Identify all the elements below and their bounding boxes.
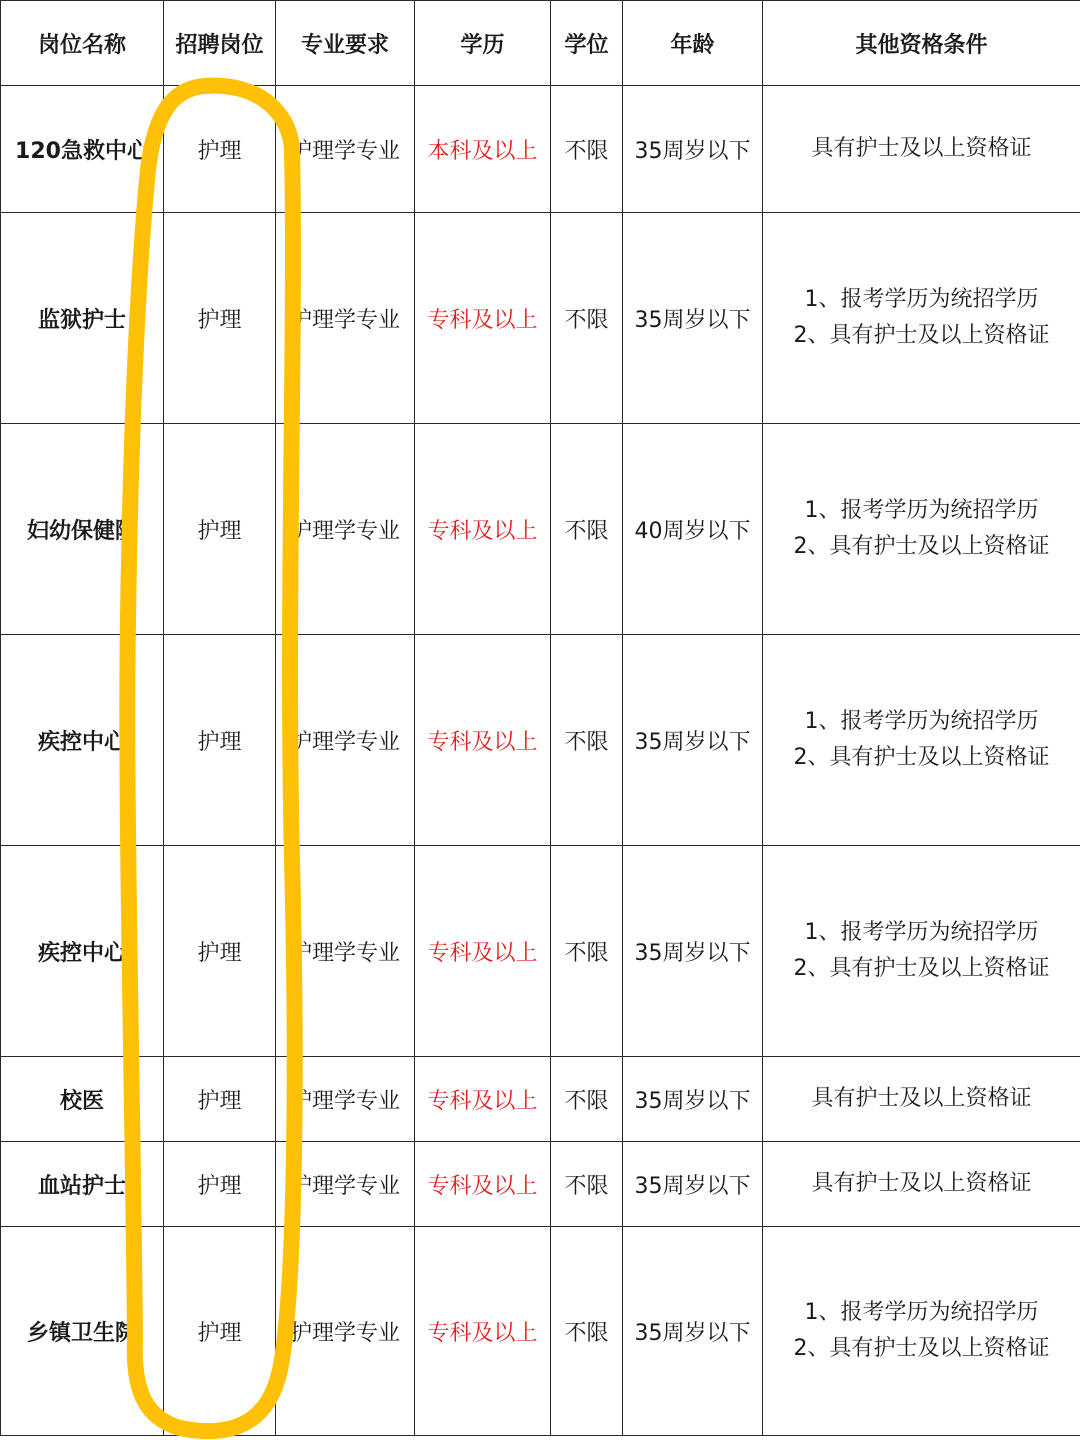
cell-degree: 不限	[551, 1227, 623, 1436]
other-line: 1、报考学历为统招学历	[804, 287, 1039, 312]
cell-degree: 不限	[551, 86, 623, 213]
header-other: 其他资格条件	[763, 1, 1080, 86]
other-line: 1、报考学历为统招学历	[804, 498, 1039, 523]
cell-degree: 不限	[551, 213, 623, 424]
cell-age: 35周岁以下	[623, 1142, 763, 1227]
cell-education: 专科及以上	[415, 1057, 551, 1142]
cell-education: 专科及以上	[415, 635, 551, 846]
table-row	[1, 1057, 1080, 1142]
cell-position-name: 校医	[1, 1057, 164, 1142]
table-row	[1, 424, 1080, 635]
cell-major: 护理学专业	[276, 1142, 415, 1227]
cell-education: 专科及以上	[415, 1227, 551, 1436]
cell-position-name: 血站护士	[1, 1142, 164, 1227]
other-line: 2、具有护士及以上资格证	[793, 745, 1050, 770]
other-line: 1、报考学历为统招学历	[804, 1300, 1039, 1325]
header-education: 学历	[415, 1, 551, 86]
table-row	[1, 86, 1080, 213]
cell-position-name: 监狱护士	[1, 213, 164, 424]
table-row	[1, 1227, 1080, 1436]
cell-recruit-post: 护理	[164, 1142, 276, 1227]
other-line: 具有护士及以上资格证	[811, 1086, 1032, 1111]
cell-education: 专科及以上	[415, 424, 551, 635]
cell-age: 35周岁以下	[623, 1227, 763, 1436]
header-major: 专业要求	[276, 1, 415, 86]
cell-education: 本科及以上	[415, 86, 551, 213]
cell-major: 护理学专业	[276, 846, 415, 1057]
cell-recruit-post: 护理	[164, 424, 276, 635]
cell-major: 护理学专业	[276, 1227, 415, 1436]
cell-other	[763, 1142, 1080, 1227]
cell-degree: 不限	[551, 1142, 623, 1227]
cell-recruit-post: 护理	[164, 86, 276, 213]
cell-major: 护理学专业	[276, 213, 415, 424]
cell-education: 专科及以上	[415, 846, 551, 1057]
table-row	[1, 846, 1080, 1057]
table-row	[1, 213, 1080, 424]
header-row	[1, 1, 1080, 86]
cell-position-name: 疾控中心	[1, 635, 164, 846]
cell-other	[763, 635, 1080, 846]
cell-age: 35周岁以下	[623, 213, 763, 424]
cell-other	[763, 846, 1080, 1057]
cell-recruit-post: 护理	[164, 846, 276, 1057]
cell-age: 35周岁以下	[623, 635, 763, 846]
header-position-name: 岗位名称	[1, 1, 164, 86]
other-line: 2、具有护士及以上资格证	[793, 323, 1050, 348]
cell-other	[763, 86, 1080, 213]
other-line: 1、报考学历为统招学历	[804, 920, 1039, 945]
cell-age: 35周岁以下	[623, 86, 763, 213]
cell-position-name: 疾控中心	[1, 846, 164, 1057]
other-line: 1、报考学历为统招学历	[804, 709, 1039, 734]
other-line: 2、具有护士及以上资格证	[793, 1336, 1050, 1361]
cell-age: 35周岁以下	[623, 846, 763, 1057]
cell-other	[763, 424, 1080, 635]
cell-other	[763, 213, 1080, 424]
cell-position-name: 妇幼保健院	[1, 424, 164, 635]
cell-recruit-post: 护理	[164, 1057, 276, 1142]
header-age: 年龄	[623, 1, 763, 86]
other-line: 具有护士及以上资格证	[811, 1171, 1032, 1196]
cell-position-name: 乡镇卫生院	[1, 1227, 164, 1436]
table-row	[1, 1142, 1080, 1227]
other-line: 具有护士及以上资格证	[811, 136, 1032, 161]
header-recruit-post: 招聘岗位	[164, 1, 276, 86]
cell-education: 专科及以上	[415, 213, 551, 424]
cell-other	[763, 1227, 1080, 1436]
cell-age: 35周岁以下	[623, 1057, 763, 1142]
cell-degree: 不限	[551, 1057, 623, 1142]
cell-degree: 不限	[551, 424, 623, 635]
other-line: 2、具有护士及以上资格证	[793, 956, 1050, 981]
cell-recruit-post: 护理	[164, 635, 276, 846]
cell-education: 专科及以上	[415, 1142, 551, 1227]
cell-major: 护理学专业	[276, 1057, 415, 1142]
cell-major: 护理学专业	[276, 86, 415, 213]
cell-recruit-post: 护理	[164, 213, 276, 424]
table-row	[1, 635, 1080, 846]
cell-age: 40周岁以下	[623, 424, 763, 635]
other-line: 2、具有护士及以上资格证	[793, 534, 1050, 559]
cell-major: 护理学专业	[276, 424, 415, 635]
cell-degree: 不限	[551, 635, 623, 846]
header-degree: 学位	[551, 1, 623, 86]
cell-recruit-post: 护理	[164, 1227, 276, 1436]
cell-degree: 不限	[551, 846, 623, 1057]
cell-major: 护理学专业	[276, 635, 415, 846]
cell-other	[763, 1057, 1080, 1142]
cell-position-name: 120急救中心	[1, 86, 164, 213]
